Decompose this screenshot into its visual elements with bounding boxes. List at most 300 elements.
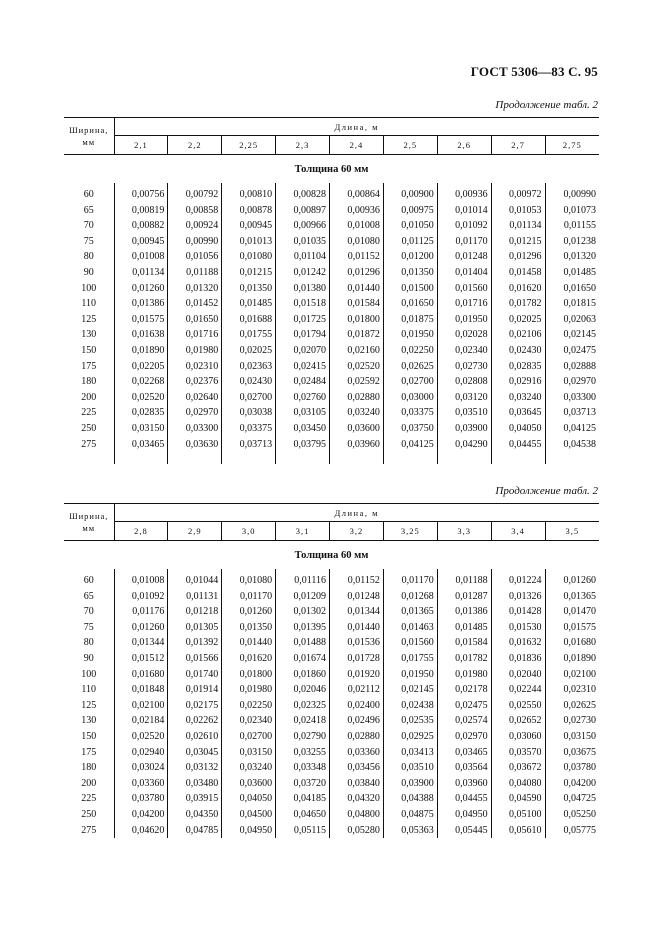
width-cell: 80 [64, 635, 114, 651]
volume-cell: 0,01134 [114, 265, 168, 281]
volume-cell: 0,03960 [437, 776, 491, 792]
volume-cell: 0,03240 [491, 390, 545, 406]
width-cell: 70 [64, 218, 114, 234]
volume-cell: 0,01560 [383, 635, 437, 651]
volume-cell: 0,01386 [437, 604, 491, 620]
volume-cell: 0,01650 [168, 312, 222, 328]
volume-cell: 0,05363 [383, 823, 437, 839]
table-row [64, 249, 599, 265]
volume-cell: 0,04200 [114, 807, 168, 823]
volume-cell: 0,03255 [276, 745, 330, 761]
volume-cell: 0,04455 [437, 791, 491, 807]
volume-cell: 0,03780 [563, 762, 596, 774]
volume-cell: 0,02496 [330, 713, 384, 729]
volume-cell: 0,02250 [222, 698, 276, 714]
volume-cell: 0,01242 [276, 265, 330, 281]
volume-cell: 0,01575 [563, 621, 596, 633]
volume-cell: 0,03132 [168, 760, 222, 776]
volume-cell: 0,00900 [383, 187, 437, 203]
volume-cell: 0,01725 [276, 312, 330, 328]
volume-cell: 0,01287 [437, 589, 491, 605]
volume-cell: 0,00972 [491, 187, 545, 203]
width-cell: 175 [64, 745, 114, 761]
volume-cell: 0,04320 [330, 791, 384, 807]
volume-cell: 0,01890 [563, 652, 596, 664]
volume-cell: 0,03630 [168, 437, 222, 453]
volume-cell: 0,01458 [491, 265, 545, 281]
volume-cell: 0,01620 [491, 281, 545, 297]
volume-cell: 0,02100 [563, 668, 596, 680]
volume-cell: 0,04455 [491, 437, 545, 453]
volume-cell: 0,02484 [276, 374, 330, 390]
volume-cell: 0,02430 [491, 343, 545, 359]
volume-cell: 0,04785 [168, 823, 222, 839]
width-cell: 75 [64, 234, 114, 250]
volume-cell: 0,02808 [437, 374, 491, 390]
volume-cell: 0,03000 [383, 390, 437, 406]
volume-cell: 0,01044 [168, 573, 222, 589]
length-column-header: 2,4 [330, 136, 384, 155]
volume-cell: 0,02063 [563, 313, 596, 325]
volume-cell: 0,04125 [383, 437, 437, 453]
width-cell: 125 [64, 312, 114, 328]
volume-cell: 0,02475 [563, 344, 596, 356]
volume-cell: 0,04125 [563, 422, 596, 434]
volume-cell: 0,04290 [437, 437, 491, 453]
length-column-header: 2,3 [276, 136, 330, 155]
volume-cell: 0,03750 [383, 421, 437, 437]
volume-cell: 0,01248 [330, 589, 384, 605]
volume-cell: 0,03375 [383, 405, 437, 421]
volume-cell: 0,03600 [222, 776, 276, 792]
length-column-header: 2,9 [168, 522, 222, 541]
volume-cell: 0,01260 [114, 620, 168, 636]
volume-cell: 0,01890 [114, 343, 168, 359]
volume-cell: 0,01200 [383, 249, 437, 265]
volume-cell: 0,01782 [491, 296, 545, 312]
volume-cell: 0,01848 [114, 682, 168, 698]
table-row [64, 296, 599, 312]
volume-cell: 0,03960 [330, 437, 384, 453]
volume-cell: 0,02970 [168, 405, 222, 421]
table-continuation-label: Продолжение табл. 2 [495, 99, 598, 111]
volume-cell: 0,01350 [222, 281, 276, 297]
volume-cell: 0,01650 [563, 282, 596, 294]
width-cell: 90 [64, 651, 114, 667]
volume-cell: 0,01344 [330, 604, 384, 620]
length-column-header: 3,2 [330, 522, 384, 541]
length-column-header: 2,2 [168, 136, 222, 155]
volume-cell: 0,03795 [276, 437, 330, 453]
volume-cell: 0,01152 [330, 573, 384, 589]
volume-cell: 0,01092 [114, 589, 168, 605]
width-cell: 200 [64, 776, 114, 792]
volume-cell: 0,03720 [276, 776, 330, 792]
volume-cell: 0,04350 [168, 807, 222, 823]
volume-cell: 0,01035 [276, 234, 330, 250]
volume-cell: 0,05280 [330, 823, 384, 839]
section-title: Толщина 60 мм [294, 549, 369, 561]
volume-cell: 0,02340 [222, 713, 276, 729]
width-cell: 60 [64, 187, 114, 203]
volume-cell: 0,01470 [563, 606, 596, 618]
volume-cell: 0,01073 [563, 204, 596, 216]
volume-cell: 0,01463 [383, 620, 437, 636]
section-title: Толщина 60 мм [294, 163, 369, 175]
width-cell: 180 [64, 760, 114, 776]
volume-cell: 0,03780 [114, 791, 168, 807]
volume-cell: 0,01392 [168, 635, 222, 651]
volume-cell: 0,01875 [383, 312, 437, 328]
volume-cell: 0,02625 [563, 699, 596, 711]
volume-cell: 0,00897 [276, 203, 330, 219]
volume-cell: 0,03456 [330, 760, 384, 776]
volume-cell: 0,04080 [491, 776, 545, 792]
volume-cell: 0,01950 [383, 327, 437, 343]
volume-cell: 0,02625 [383, 359, 437, 375]
volume-cell: 0,01674 [276, 651, 330, 667]
length-column-header: 2,1 [114, 136, 168, 155]
volume-cell: 0,01440 [330, 620, 384, 636]
volume-cell: 0,04590 [491, 791, 545, 807]
volume-cell: 0,02880 [330, 390, 384, 406]
volume-cell: 0,02520 [114, 729, 168, 745]
volume-cell: 0,01188 [437, 573, 491, 589]
table-row [64, 651, 599, 667]
volume-cell: 0,02730 [437, 359, 491, 375]
volume-cell: 0,01131 [168, 589, 222, 605]
table-row [64, 791, 599, 807]
volume-cell: 0,05775 [563, 824, 596, 836]
volume-cell: 0,03915 [168, 791, 222, 807]
width-cell: 275 [64, 437, 114, 453]
volume-cell: 0,01260 [114, 281, 168, 297]
table-row [64, 343, 599, 359]
volume-cell: 0,02145 [383, 682, 437, 698]
volume-cell: 0,01155 [563, 220, 596, 232]
volume-cell: 0,03570 [491, 745, 545, 761]
length-group-header: Длина, м [114, 118, 599, 136]
volume-cell: 0,01013 [222, 234, 276, 250]
volume-cell: 0,01215 [491, 234, 545, 250]
volume-cell: 0,01268 [383, 589, 437, 605]
volume-cell: 0,00810 [222, 187, 276, 203]
width-cell: 80 [64, 249, 114, 265]
volume-cell: 0,00864 [330, 187, 384, 203]
volume-cell: 0,02106 [491, 327, 545, 343]
volume-cell: 0,02070 [276, 343, 330, 359]
volume-cell: 0,03510 [383, 760, 437, 776]
volume-cell: 0,00858 [168, 203, 222, 219]
table-row [64, 682, 599, 698]
volume-cell: 0,02376 [168, 374, 222, 390]
volume-cell: 0,01386 [114, 296, 168, 312]
volume-cell: 0,03120 [437, 390, 491, 406]
table-row [64, 405, 599, 421]
volume-cell: 0,02880 [330, 729, 384, 745]
volume-cell: 0,03240 [222, 760, 276, 776]
volume-cell: 0,01740 [168, 667, 222, 683]
volume-cell: 0,02790 [276, 729, 330, 745]
length-column-header: 2,5 [383, 136, 437, 155]
volume-cell: 0,01248 [437, 249, 491, 265]
volume-cell: 0,03360 [330, 745, 384, 761]
table-row [64, 698, 599, 714]
volume-cell: 0,01296 [491, 249, 545, 265]
width-cell: 150 [64, 729, 114, 745]
volume-cell: 0,01080 [330, 234, 384, 250]
volume-cell: 0,04650 [276, 807, 330, 823]
volume-cell: 0,01920 [330, 667, 384, 683]
volume-cell: 0,02400 [330, 698, 384, 714]
volume-cell: 0,02112 [330, 682, 384, 698]
volume-cell: 0,03150 [114, 421, 168, 437]
volume-cell: 0,02550 [491, 698, 545, 714]
width-cell: 100 [64, 667, 114, 683]
volume-cell: 0,05250 [563, 808, 596, 820]
volume-cell: 0,00945 [222, 218, 276, 234]
volume-cell: 0,03105 [276, 405, 330, 421]
width-cell: 110 [64, 296, 114, 312]
table-row [64, 604, 599, 620]
table-row [64, 421, 599, 437]
volume-cell: 0,04388 [383, 791, 437, 807]
volume-cell: 0,01188 [168, 265, 222, 281]
volume-cell: 0,05445 [437, 823, 491, 839]
width-cell: 110 [64, 682, 114, 698]
volume-cell: 0,02415 [276, 359, 330, 375]
volume-cell: 0,01452 [168, 296, 222, 312]
volume-cell: 0,03672 [491, 760, 545, 776]
volume-cell: 0,03840 [330, 776, 384, 792]
table-continuation-label: Продолжение табл. 2 [495, 485, 598, 497]
volume-cell: 0,00819 [114, 203, 168, 219]
length-column-header: 2,6 [437, 136, 491, 155]
width-column-header: Ширина, мм [64, 504, 114, 541]
volume-cell: 0,01500 [383, 281, 437, 297]
width-cell: 90 [64, 265, 114, 281]
volume-cell: 0,02325 [276, 698, 330, 714]
width-cell: 70 [64, 604, 114, 620]
volume-cell: 0,01530 [491, 620, 545, 636]
volume-cell: 0,02535 [383, 713, 437, 729]
table-row [64, 573, 599, 589]
volume-cell: 0,01209 [276, 589, 330, 605]
volume-cell: 0,01080 [222, 249, 276, 265]
volume-cell: 0,01080 [222, 573, 276, 589]
volume-cell: 0,00936 [330, 203, 384, 219]
volume-cell: 0,03900 [383, 776, 437, 792]
volume-cell: 0,01260 [563, 575, 596, 586]
volume-cell: 0,01320 [563, 251, 596, 263]
table-row [64, 729, 599, 745]
volume-cell: 0,01350 [383, 265, 437, 281]
volume-cell: 0,01518 [276, 296, 330, 312]
length-column-header: 2,25 [222, 136, 276, 155]
volume-cell: 0,01782 [437, 651, 491, 667]
volume-cell: 0,01365 [563, 590, 596, 602]
volume-cell: 0,02574 [437, 713, 491, 729]
volume-cell: 0,01395 [276, 620, 330, 636]
table-row [64, 374, 599, 390]
volume-cell: 0,02970 [563, 376, 596, 388]
data-table [64, 503, 599, 838]
table-row [64, 203, 599, 219]
volume-cell: 0,01170 [383, 573, 437, 589]
volume-cell: 0,01680 [114, 667, 168, 683]
data-table [64, 117, 599, 464]
width-cell: 200 [64, 390, 114, 406]
volume-cell: 0,05610 [491, 823, 545, 839]
volume-cell: 0,01815 [563, 298, 596, 310]
volume-cell: 0,01560 [437, 281, 491, 297]
volume-cell: 0,02760 [276, 390, 330, 406]
volume-cell: 0,04725 [563, 793, 596, 805]
volume-cell: 0,01584 [330, 296, 384, 312]
volume-cell: 0,03675 [563, 746, 596, 758]
volume-cell: 0,02310 [168, 359, 222, 375]
volume-cell: 0,01260 [222, 604, 276, 620]
volume-cell: 0,05115 [276, 823, 330, 839]
length-column-header: 3,4 [491, 522, 545, 541]
volume-cell: 0,00828 [276, 187, 330, 203]
volume-cell: 0,01116 [276, 573, 330, 589]
volume-cell: 0,02700 [222, 390, 276, 406]
volume-cell: 0,01104 [276, 249, 330, 265]
volume-cell: 0,02184 [114, 713, 168, 729]
volume-cell: 0,04200 [563, 777, 596, 789]
table-row [64, 281, 599, 297]
volume-cell: 0,01170 [222, 589, 276, 605]
volume-cell: 0,04800 [330, 807, 384, 823]
width-cell: 60 [64, 573, 114, 589]
volume-cell: 0,03713 [222, 437, 276, 453]
volume-cell: 0,04050 [491, 421, 545, 437]
volume-cell: 0,02178 [437, 682, 491, 698]
width-cell: 65 [64, 589, 114, 605]
volume-cell: 0,01512 [114, 651, 168, 667]
volume-cell: 0,00792 [168, 187, 222, 203]
volume-cell: 0,01836 [491, 651, 545, 667]
volume-cell: 0,02268 [114, 374, 168, 390]
volume-cell: 0,04050 [222, 791, 276, 807]
volume-cell: 0,01632 [491, 635, 545, 651]
width-cell: 65 [64, 203, 114, 219]
volume-cell: 0,01344 [114, 635, 168, 651]
volume-cell: 0,01800 [330, 312, 384, 328]
table-row [64, 218, 599, 234]
width-cell: 250 [64, 421, 114, 437]
table-row [64, 437, 599, 453]
volume-cell: 0,01053 [491, 203, 545, 219]
volume-cell: 0,01365 [383, 604, 437, 620]
volume-cell: 0,01872 [330, 327, 384, 343]
volume-cell: 0,01305 [168, 620, 222, 636]
volume-cell: 0,02025 [222, 343, 276, 359]
volume-cell: 0,02040 [491, 667, 545, 683]
volume-cell: 0,01755 [383, 651, 437, 667]
volume-cell: 0,02730 [563, 715, 596, 727]
volume-cell: 0,01238 [563, 235, 596, 247]
length-column-header: 3,25 [383, 522, 437, 541]
volume-cell: 0,01914 [168, 682, 222, 698]
volume-cell: 0,03413 [383, 745, 437, 761]
volume-cell: 0,00975 [383, 203, 437, 219]
width-cell: 175 [64, 359, 114, 375]
volume-cell: 0,01008 [114, 249, 168, 265]
volume-cell: 0,01950 [437, 312, 491, 328]
width-cell: 150 [64, 343, 114, 359]
volume-cell: 0,02700 [383, 374, 437, 390]
volume-cell: 0,01440 [222, 635, 276, 651]
volume-cell: 0,00878 [222, 203, 276, 219]
volume-cell: 0,01728 [330, 651, 384, 667]
volume-cell: 0,00924 [168, 218, 222, 234]
volume-cell: 0,01092 [437, 218, 491, 234]
volume-cell: 0,00990 [168, 234, 222, 250]
volume-cell: 0,01488 [276, 635, 330, 651]
table-row [64, 312, 599, 328]
volume-cell: 0,01170 [437, 234, 491, 250]
length-column-header: 3,0 [222, 522, 276, 541]
volume-cell: 0,00945 [114, 234, 168, 250]
volume-cell: 0,01980 [222, 682, 276, 698]
length-column-header: 2,8 [114, 522, 168, 541]
volume-cell: 0,03240 [330, 405, 384, 421]
volume-cell: 0,02610 [168, 729, 222, 745]
volume-cell: 0,01575 [114, 312, 168, 328]
volume-cell: 0,04950 [222, 823, 276, 839]
width-cell: 225 [64, 405, 114, 421]
volume-cell: 0,01638 [114, 327, 168, 343]
volume-cell: 0,03600 [330, 421, 384, 437]
table-row [64, 713, 599, 729]
volume-cell: 0,01688 [222, 312, 276, 328]
volume-cell: 0,03450 [276, 421, 330, 437]
volume-cell: 0,00990 [563, 189, 596, 200]
volume-cell: 0,02025 [491, 312, 545, 328]
table-row [64, 327, 599, 343]
volume-cell: 0,04875 [383, 807, 437, 823]
volume-cell: 0,01680 [563, 637, 596, 649]
volume-cell: 0,01224 [491, 573, 545, 589]
volume-cell: 0,01485 [563, 266, 596, 278]
volume-cell: 0,04538 [563, 438, 596, 450]
volume-cell: 0,02250 [383, 343, 437, 359]
volume-cell: 0,00936 [437, 187, 491, 203]
length-group-header: Длина, м [114, 504, 599, 522]
volume-cell: 0,03038 [222, 405, 276, 421]
volume-cell: 0,02970 [437, 729, 491, 745]
volume-cell: 0,01980 [168, 343, 222, 359]
table-row [64, 390, 599, 406]
table-row [64, 667, 599, 683]
volume-cell: 0,02652 [491, 713, 545, 729]
volume-cell: 0,02046 [276, 682, 330, 698]
table-row [64, 187, 599, 203]
volume-cell: 0,01620 [222, 651, 276, 667]
volume-cell: 0,01152 [330, 249, 384, 265]
volume-cell: 0,02520 [114, 390, 168, 406]
volume-cell: 0,02700 [222, 729, 276, 745]
volume-cell: 0,01014 [437, 203, 491, 219]
table-row [64, 823, 599, 839]
volume-cell: 0,03024 [114, 760, 168, 776]
volume-cell: 0,02835 [491, 359, 545, 375]
volume-cell: 0,01950 [383, 667, 437, 683]
volume-cell: 0,01800 [222, 667, 276, 683]
volume-cell: 0,04500 [222, 807, 276, 823]
